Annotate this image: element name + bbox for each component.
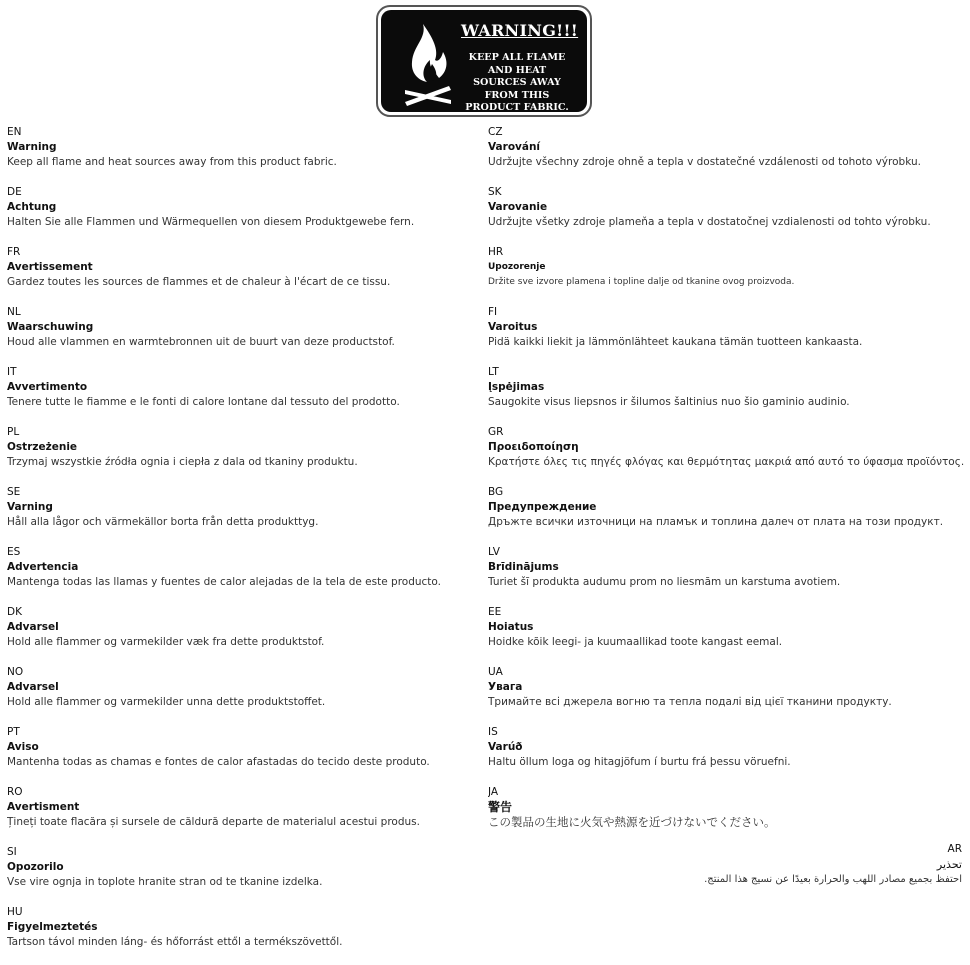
language-entry	[488, 125, 966, 185]
warning-heading: Varovanie	[488, 201, 548, 213]
warning-text: Pidä kaikki liekit ja lämmönlähteet kaukana tämän tuotteen kankaasta.	[488, 336, 863, 348]
left-language-column	[7, 125, 477, 965]
language-entry	[7, 185, 477, 245]
warning-heading: Varúð	[488, 741, 523, 753]
warning-text: Trzymaj wszystkie źródła ognia i ciepła z dala od tkaniny produktu.	[7, 456, 358, 468]
language-code: NL	[7, 306, 21, 318]
warning-text: Vse vire ognja in toplote hranite stran od te tkanine izdelka.	[7, 876, 323, 888]
language-entry	[488, 185, 966, 245]
warning-text: Hold alle flammer og varmekilder unna dette produktstoffet.	[7, 696, 326, 708]
language-code: HU	[7, 906, 23, 918]
language-entry	[488, 365, 966, 425]
warning-heading: Achtung	[7, 201, 57, 213]
language-code: JA	[488, 786, 499, 798]
warning-text: Κρατήστε όλες τις πηγές φλόγας και θερμότητας μακριά από αυτό το ύφασμα προϊόντος.	[488, 456, 965, 468]
warning-heading: Προειδοποίηση	[488, 441, 579, 453]
language-code: AR	[947, 843, 962, 855]
language-code: IS	[488, 726, 498, 738]
warning-heading: Advarsel	[7, 621, 59, 633]
right-language-column	[488, 125, 966, 845]
warning-text: Saugokite visus liepsnos ir šilumos šaltinius nuo šio gaminio audinio.	[488, 396, 850, 408]
warning-text: Halten Sie alle Flammen und Wärmequellen von diesem Produktgewebe fern.	[7, 216, 415, 228]
warning-text: Gardez toutes les sources de flammes et de chaleur à l'écart de ce tissu.	[7, 276, 391, 288]
warning-text: Mantenga todas las llamas y fuentes de calor alejadas de la tela de este producto.	[7, 576, 441, 588]
language-entry	[7, 605, 477, 665]
warning-heading: Figyelmeztetés	[7, 921, 98, 933]
language-entry	[488, 725, 966, 785]
warning-heading: Hoiatus	[488, 621, 534, 633]
language-entry	[488, 485, 966, 545]
warning-text: Tenere tutte le fiamme e le fonti di calore lontane dal tessuto del prodotto.	[7, 396, 400, 408]
warning-heading: Upozorenje	[488, 262, 546, 272]
warning-text: احتفظ بجميع مصادر اللهب والحرارة بعيدًا عن نسيج هذا المنتج.	[704, 874, 962, 885]
language-entry	[7, 545, 477, 605]
language-entry	[7, 665, 477, 725]
language-code: DE	[7, 186, 22, 198]
warning-heading: Įspėjimas	[488, 381, 545, 393]
warning-heading: تحذير	[936, 858, 962, 871]
warning-text: Tartson távol minden láng- és hőforrást ettől a termékszövettől.	[7, 936, 343, 948]
warning-text: Hold alle flammer og varmekilder væk fra dette produktstof.	[7, 636, 325, 648]
warning-heading: Aviso	[7, 741, 39, 753]
language-code: ES	[7, 546, 21, 558]
warning-text: Haltu öllum loga og hitagjöfum í burtu frá þessu vöruefni.	[488, 756, 791, 768]
warning-message: KEEP ALL FLAME AND HEAT SOURCES AWAY FROM THIS PRODUCT FABRIC.	[465, 52, 569, 114]
language-entry	[7, 125, 477, 185]
language-entry	[7, 905, 477, 965]
warning-heading: Warning	[7, 141, 57, 153]
warning-text: Držite sve izvore plamena i topline dalje od tkanine ovog proizvoda.	[488, 277, 795, 287]
language-entry	[7, 845, 477, 905]
warning-heading: Varování	[488, 141, 541, 153]
language-code: UA	[488, 666, 503, 678]
arabic-entry	[704, 842, 962, 887]
language-code: LT	[488, 366, 499, 378]
language-code: RO	[7, 786, 23, 798]
language-entry	[488, 245, 966, 305]
warning-text: この製品の生地に火気や熱源を近づけないでください。	[488, 815, 776, 829]
warning-heading: Увага	[488, 681, 523, 693]
flame-icon	[399, 20, 459, 106]
warning-text: Дръжте всички източници на пламък и топлина далеч от плата на този продукт.	[488, 516, 944, 528]
warning-badge	[376, 5, 592, 117]
language-code: FR	[7, 246, 21, 258]
language-code: SK	[488, 186, 502, 198]
warning-heading: Waarschuwing	[7, 321, 94, 333]
warning-text: Udržujte všetky zdroje plameňa a tepla v dostatočnej vzdialenosti od tohto výrobku.	[488, 216, 931, 228]
language-entry	[488, 425, 966, 485]
warning-text: Houd alle vlammen en warmtebronnen uit de buurt van deze productstof.	[7, 336, 395, 348]
language-entry	[7, 365, 477, 425]
warning-heading: Varoitus	[488, 321, 538, 333]
warning-text: Țineți toate flacăra și sursele de căldură departe de materialul acestui produs.	[7, 816, 420, 828]
language-code: FI	[488, 306, 498, 318]
language-entry	[488, 785, 966, 845]
language-entry	[488, 545, 966, 605]
language-entry	[488, 605, 966, 665]
language-entry	[7, 245, 477, 305]
language-code: EE	[488, 606, 502, 618]
language-code: NO	[7, 666, 24, 678]
language-code: PT	[7, 726, 20, 738]
language-code: CZ	[488, 126, 503, 138]
warning-heading: Brīdinājums	[488, 561, 559, 573]
warning-text: Håll alla lågor och värmekällor borta från detta produkttyg.	[7, 516, 319, 528]
warning-text: Udržujte všechny zdroje ohně a tepla v dostatečné vzdálenosti od tohoto výrobku.	[488, 156, 921, 168]
language-code: EN	[7, 126, 22, 138]
language-entry	[7, 305, 477, 365]
warning-text: Mantenha todas as chamas e fontes de calor afastadas do tecido deste produto.	[7, 756, 430, 768]
warning-heading: Avertisment	[7, 801, 80, 813]
language-entry	[7, 725, 477, 785]
language-entry	[7, 785, 477, 845]
warning-heading: Ostrzeżenie	[7, 441, 78, 453]
language-code: IT	[7, 366, 17, 378]
language-code: PL	[7, 426, 20, 438]
warning-text: Hoidke kõik leegi- ja kuumaallikad toote kangast eemal.	[488, 636, 783, 648]
warning-heading: Advarsel	[7, 681, 59, 693]
language-entry	[488, 665, 966, 725]
warning-heading: Varning	[7, 501, 53, 513]
warning-heading: Opozorilo	[7, 861, 64, 873]
language-entry	[488, 305, 966, 365]
warning-badge-body	[381, 10, 587, 112]
warning-heading: Предупреждение	[488, 501, 597, 513]
language-code: GR	[488, 426, 504, 438]
language-code: DK	[7, 606, 22, 618]
warning-title: WARNING!!!	[461, 21, 579, 40]
language-entry	[7, 425, 477, 485]
language-code: SE	[7, 486, 21, 498]
warning-text: Тримайте всі джерела вогню та тепла подалі від цієї тканини продукту.	[488, 696, 892, 708]
language-code: BG	[488, 486, 504, 498]
warning-text: Keep all flame and heat sources away from this product fabric.	[7, 156, 337, 168]
warning-heading: Avertissement	[7, 261, 93, 273]
language-entry	[7, 485, 477, 545]
warning-heading: 警告	[488, 800, 513, 814]
language-code: LV	[488, 546, 500, 558]
warning-text: Turiet šī produkta audumu prom no liesmām un karstuma avotiem.	[488, 576, 841, 588]
language-code: SI	[7, 846, 17, 858]
warning-heading: Advertencia	[7, 561, 79, 573]
language-code: HR	[488, 246, 504, 258]
warning-heading: Avvertimento	[7, 381, 88, 393]
